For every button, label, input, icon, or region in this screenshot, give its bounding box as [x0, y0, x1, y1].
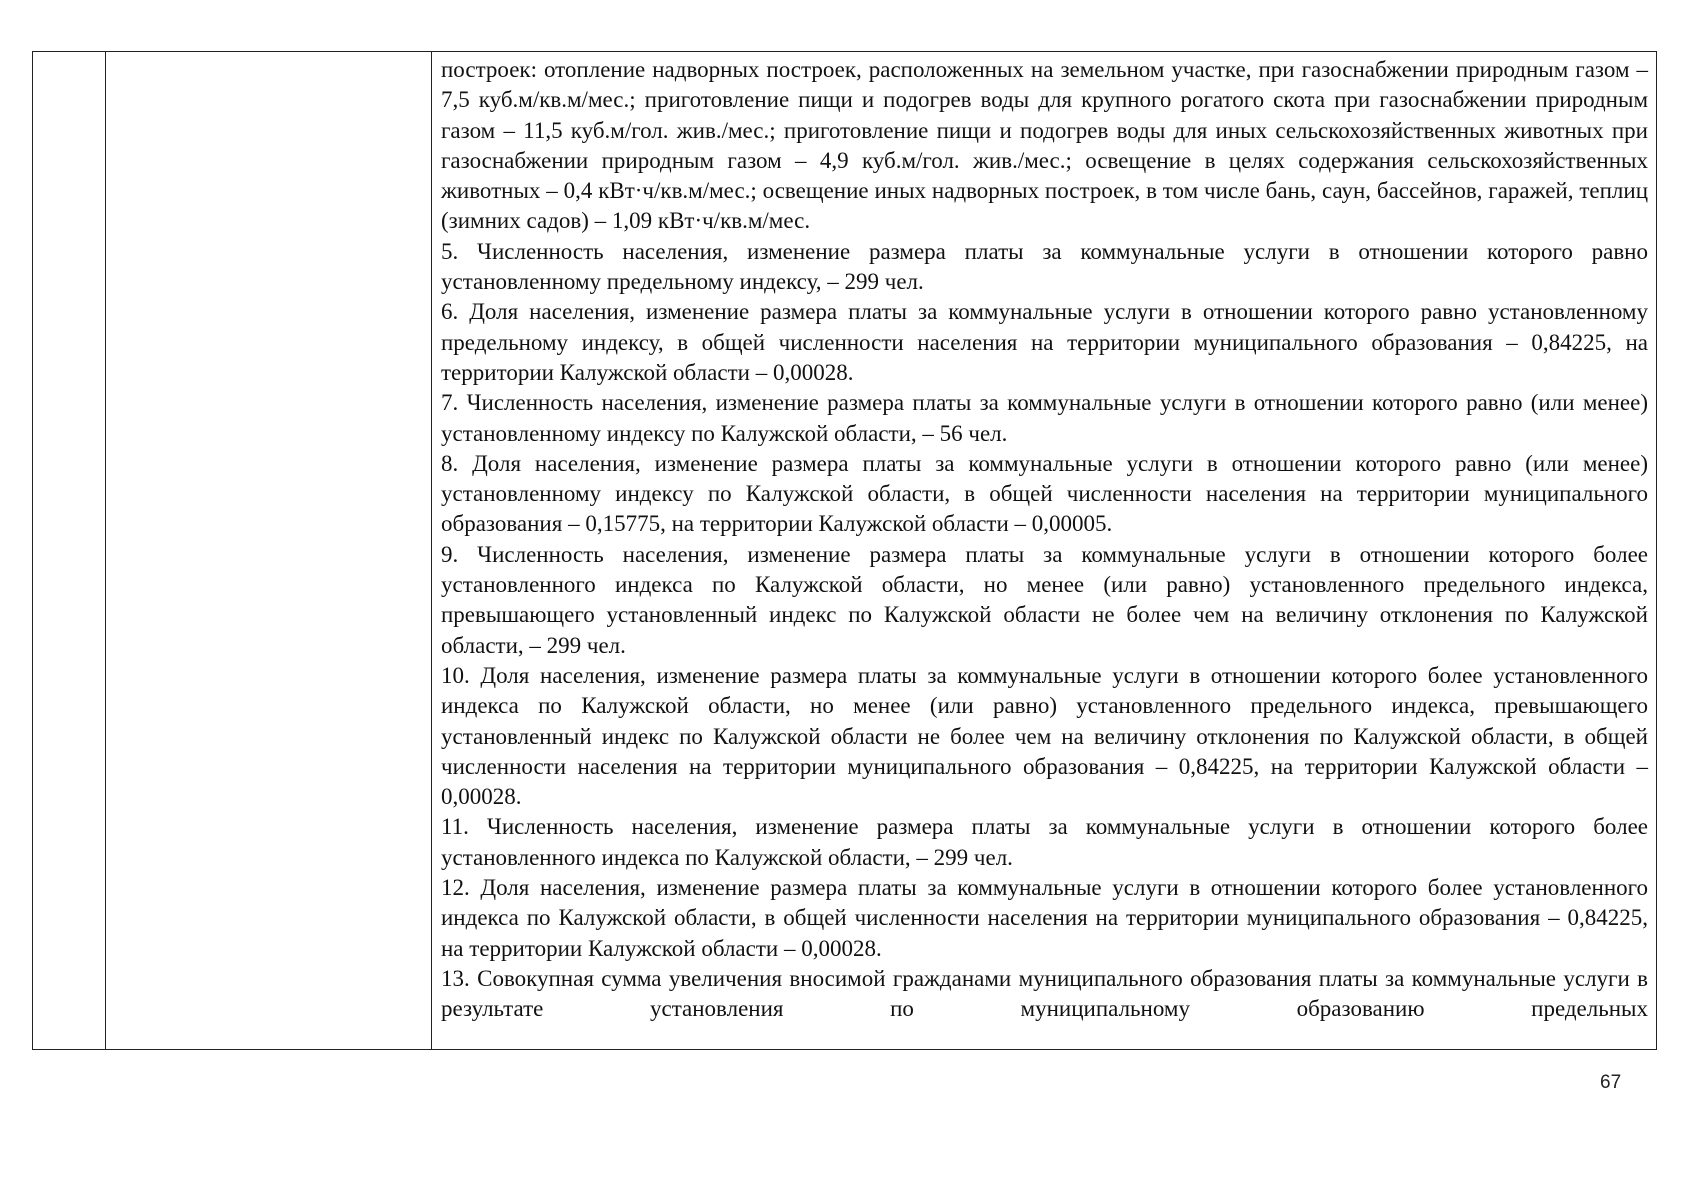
paragraph-item-7: 7. Численность населения, изменение размера платы за коммунальные услуги в отношении которого равно (или менее) установленному индексу по Калужской области, – 56 чел. [441, 390, 1648, 446]
page-number: 67 [1600, 1072, 1622, 1093]
paragraph-item-6: 6. Доля населения, изменение размера платы за коммунальные услуги в отношении которого равно установленному предельному индексу, в общей численности населения на территории муниципального образования – 0,84225, на территории Калужской области – 0,00028. [441, 299, 1648, 385]
paragraph-item-10: 10. Доля населения, изменение размера платы за коммунальные услуги в отношении которого более установленного индекса по Калужской области, но менее (или равно) установленного предельного индекса, превышающего установленный индекс по Калужской области не более чем на величину отклонения по Калужской области, в общей численности населения на территории муниципального образования – 0,84225, на территории Калужской области – 0,00028. [441, 662, 1648, 810]
paragraph-item-13: 13. Совокупная сумма увеличения вносимой гражданами муниципального образования платы за коммунальные услуги в результате установления по муниципальному образованию предельных [441, 965, 1648, 1022]
paragraph-item-9: 9. Численность населения, изменение размера платы за коммунальные услуги в отношении которого более установленного индекса по Калужской области, но менее (или равно) установленного предельного индекса, превышающего установленный индекс по Калужской области не более чем на величину отклонения по Калужской области, – 299 чел. [441, 541, 1648, 658]
table-column-content [432, 52, 1656, 1049]
document-table [32, 51, 1657, 1050]
paragraph-continuation: построек: отопление надворных построек, расположенных на земельном участке, при газоснабжении природным газом – 7,5 куб.м/кв.м/мес.; приготовление пищи и подогрев воды для крупного рогатого скота при газоснабжении природным газом – 11,5 куб.м/гол. жив./мес.; приготовление пищи и подогрев воды для иных сельскохозяйственных животных при газоснабжении природным газом – 4,9 куб.м/гол. жив./мес.; освещение в целях содержания сельскохозяйственных животных – 0,4 кВт·ч/кв.м/мес.; освещение иных надворных построек, в том числе бань, саун, бассейнов, гаражей, теплиц (зимних садов) – 1,09 кВт·ч/кв.м/мес. [441, 57, 1648, 234]
table-column-name [106, 52, 432, 1049]
table-column-number [33, 52, 106, 1049]
paragraph-item-12: 12. Доля населения, изменение размера платы за коммунальные услуги в отношении которого более установленного индекса по Калужской области, в общей численности населения на территории муниципального образования – 0,84225, на территории Калужской области – 0,00028. [441, 875, 1648, 961]
paragraph-item-5: 5. Численность населения, изменение размера платы за коммунальные услуги в отношении которого равно установленному предельному индексу, – 299 чел. [441, 238, 1648, 295]
paragraph-item-11: 11. Численность населения, изменение размера платы за коммунальные услуги в отношении которого более установленного индекса по Калужской области, – 299 чел. [441, 814, 1648, 870]
paragraph-item-8: 8. Доля населения, изменение размера платы за коммунальные услуги в отношении которого равно (или менее) установленному индексу по Калужской области, в общей численности населения на территории муниципального образования – 0,15775, на территории Калужской области – 0,00005. [441, 450, 1648, 537]
